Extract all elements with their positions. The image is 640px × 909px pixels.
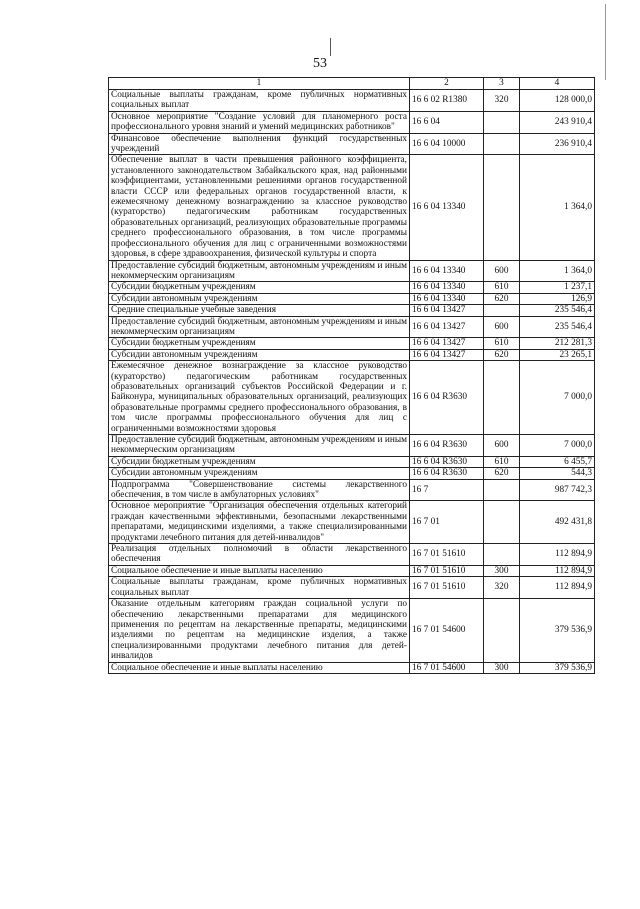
row-name: Предоставление субсидий бюджетным, автономным учреждениям и иным некоммерческим организациям [109, 316, 410, 338]
row-code: 16 7 01 51610 [410, 544, 484, 566]
row-expense-type [484, 599, 520, 662]
row-amount: 379 536,9 [520, 599, 595, 662]
row-amount: 243 910,4 [520, 111, 595, 133]
row-expense-type [484, 305, 520, 316]
row-expense-type [484, 155, 520, 260]
row-code: 16 6 04 13340 [410, 260, 484, 282]
header-col-2: 2 [410, 78, 484, 90]
row-name: Основное мероприятие "Организация обеспечения отдельных категорий граждан качественными эффективными, безопасными лекарственными препаратами, медицинскими изделиями, а также специализированными продуктами лечебного питания для детей-инвалидов" [109, 501, 410, 544]
row-amount: 236 910,4 [520, 133, 595, 155]
row-name: Подпрограмма "Совершенствование системы лекарственного обеспечения, в том числе в амбулаторных условиях" [109, 479, 410, 501]
row-name: Предоставление субсидий бюджетным, автономным учреждениям и иным некоммерческим организациям [109, 435, 410, 457]
row-code: 16 6 04 R3630 [410, 468, 484, 479]
row-code: 16 6 04 13340 [410, 293, 484, 304]
row-code: 16 6 02 R1380 [410, 90, 484, 112]
row-amount: 987 742,3 [520, 479, 595, 501]
row-code: 16 6 04 13427 [410, 305, 484, 316]
table-row [109, 468, 595, 479]
table-row [109, 456, 595, 467]
row-amount: 492 431,8 [520, 501, 595, 544]
table-row [109, 155, 595, 260]
row-code: 16 6 04 13427 [410, 316, 484, 338]
row-amount: 544,3 [520, 468, 595, 479]
row-name: Социальные выплаты гражданам, кроме публичных нормативных социальных выплат [109, 90, 410, 112]
header-col-1: 1 [109, 78, 410, 90]
table-row [109, 349, 595, 360]
row-name: Ежемесячное денежное вознаграждение за классное руководство (кураторство) педагогическим работникам государственных образовательных организаций субъектов Российской Федерации и г. Байконура, муниципальных образовательных организаций, реализующих образовательные программы среднего профессионального образования, в том числе программы профессионального обучения для лиц с ограниченными возможностями здоровья [109, 361, 410, 435]
row-amount: 126,9 [520, 293, 595, 304]
row-expense-type: 600 [484, 316, 520, 338]
row-name: Социальные выплаты гражданам, кроме публичных нормативных социальных выплат [109, 577, 410, 599]
row-amount: 6 455,7 [520, 456, 595, 467]
row-amount: 112 894,9 [520, 544, 595, 566]
row-expense-type: 620 [484, 468, 520, 479]
row-amount: 1 237,1 [520, 282, 595, 293]
row-amount: 379 536,9 [520, 662, 595, 673]
table-row [109, 599, 595, 662]
row-code: 16 6 04 R3630 [410, 456, 484, 467]
row-code: 16 7 01 51610 [410, 565, 484, 576]
row-expense-type [484, 479, 520, 501]
row-amount: 7 000,0 [520, 435, 595, 457]
row-expense-type [484, 361, 520, 435]
table-row [109, 662, 595, 673]
row-code: 16 7 01 54600 [410, 599, 484, 662]
table-row [109, 479, 595, 501]
budget-table [108, 77, 595, 674]
table-row [109, 111, 595, 133]
row-name: Социальное обеспечение и иные выплаты населению [109, 565, 410, 576]
header-col-3: 3 [484, 78, 520, 90]
table-row [109, 544, 595, 566]
row-name: Субсидии автономным учреждениям [109, 468, 410, 479]
row-code: 16 6 04 13340 [410, 155, 484, 260]
table-row [109, 90, 595, 112]
row-code: 16 6 04 [410, 111, 484, 133]
header-col-4: 4 [520, 78, 595, 90]
row-amount: 1 364,0 [520, 155, 595, 260]
row-expense-type: 620 [484, 293, 520, 304]
table-row [109, 577, 595, 599]
row-expense-type: 300 [484, 565, 520, 576]
table-header-row [109, 78, 595, 90]
row-code: 16 7 01 54600 [410, 662, 484, 673]
table-row [109, 260, 595, 282]
row-name: Предоставление субсидий бюджетным, автономным учреждениям и иным некоммерческим организациям [109, 260, 410, 282]
row-name: Субсидии бюджетным учреждениям [109, 338, 410, 349]
row-name: Оказание отдельным категориям граждан социальной услуги по обеспечению лекарственными препаратами для медицинского применения по рецептам на лекарственные препараты, медицинскими изделиями по рецептам на медицинские изделия, а также специализированными продуктами лечебного питания для детей-инвалидов [109, 599, 410, 662]
row-amount: 7 000,0 [520, 361, 595, 435]
row-name: Социальное обеспечение и иные выплаты населению [109, 662, 410, 673]
row-code: 16 6 04 13427 [410, 349, 484, 360]
row-amount: 212 281,3 [520, 338, 595, 349]
row-expense-type: 610 [484, 338, 520, 349]
scan-artifact-line [330, 38, 331, 56]
row-expense-type [484, 133, 520, 155]
row-expense-type: 610 [484, 456, 520, 467]
row-code: 16 7 [410, 479, 484, 501]
row-amount: 112 894,9 [520, 577, 595, 599]
row-expense-type: 600 [484, 435, 520, 457]
row-code: 16 6 04 R3630 [410, 435, 484, 457]
row-code: 16 7 01 [410, 501, 484, 544]
row-expense-type: 600 [484, 260, 520, 282]
scan-artifact-line [605, 4, 606, 80]
table-row [109, 338, 595, 349]
row-expense-type [484, 501, 520, 544]
row-expense-type: 300 [484, 662, 520, 673]
table-row [109, 293, 595, 304]
row-amount: 235 546,4 [520, 316, 595, 338]
row-name: Субсидии бюджетным учреждениям [109, 456, 410, 467]
table-row [109, 361, 595, 435]
row-name: Субсидии автономным учреждениям [109, 349, 410, 360]
row-code: 16 6 04 13427 [410, 338, 484, 349]
row-code: 16 7 01 51610 [410, 577, 484, 599]
row-amount: 112 894,9 [520, 565, 595, 576]
row-name: Финансовое обеспечение выполнения функций государственных учреждений [109, 133, 410, 155]
row-amount: 23 265,1 [520, 349, 595, 360]
row-name: Средние специальные учебные заведения [109, 305, 410, 316]
row-name: Субсидии автономным учреждениям [109, 293, 410, 304]
table-row [109, 305, 595, 316]
row-amount: 1 364,0 [520, 260, 595, 282]
row-name: Основное мероприятие "Создание условий для планомерного роста профессионального уровня знаний и умений медицинских работников" [109, 111, 410, 133]
table-row [109, 282, 595, 293]
row-name: Реализация отдельных полномочий в области лекарственного обеспечения [109, 544, 410, 566]
page-number: 53 [313, 56, 327, 71]
row-amount: 235 546,4 [520, 305, 595, 316]
row-name: Обеспечение выплат в части превышения районного коэффициента, установленного законодательством Забайкальского края, над районными коэффициентами, установленными решениями органов государственной власти СССР или федеральных органов государственной власти, к ежемесячному денежному вознаграждению за классное руководство (кураторство) педагогическим работникам государственных образовательных организаций, реализующих образовательные программы среднего профессионального образования, в том числе программы профессионального обучения для лиц с ограниченными возможностями здоровья, в сфере здравоохранения, физической культуры и спорта [109, 155, 410, 260]
row-code: 16 6 04 R3630 [410, 361, 484, 435]
row-code: 16 6 04 10000 [410, 133, 484, 155]
row-expense-type: 620 [484, 349, 520, 360]
row-name: Субсидии бюджетным учреждениям [109, 282, 410, 293]
row-expense-type: 610 [484, 282, 520, 293]
row-expense-type: 320 [484, 90, 520, 112]
table-row [109, 565, 595, 576]
table-row [109, 133, 595, 155]
row-amount: 128 000,0 [520, 90, 595, 112]
table-row [109, 435, 595, 457]
row-expense-type [484, 544, 520, 566]
table-row [109, 316, 595, 338]
row-expense-type: 320 [484, 577, 520, 599]
row-expense-type [484, 111, 520, 133]
row-code: 16 6 04 13340 [410, 282, 484, 293]
table-row [109, 501, 595, 544]
